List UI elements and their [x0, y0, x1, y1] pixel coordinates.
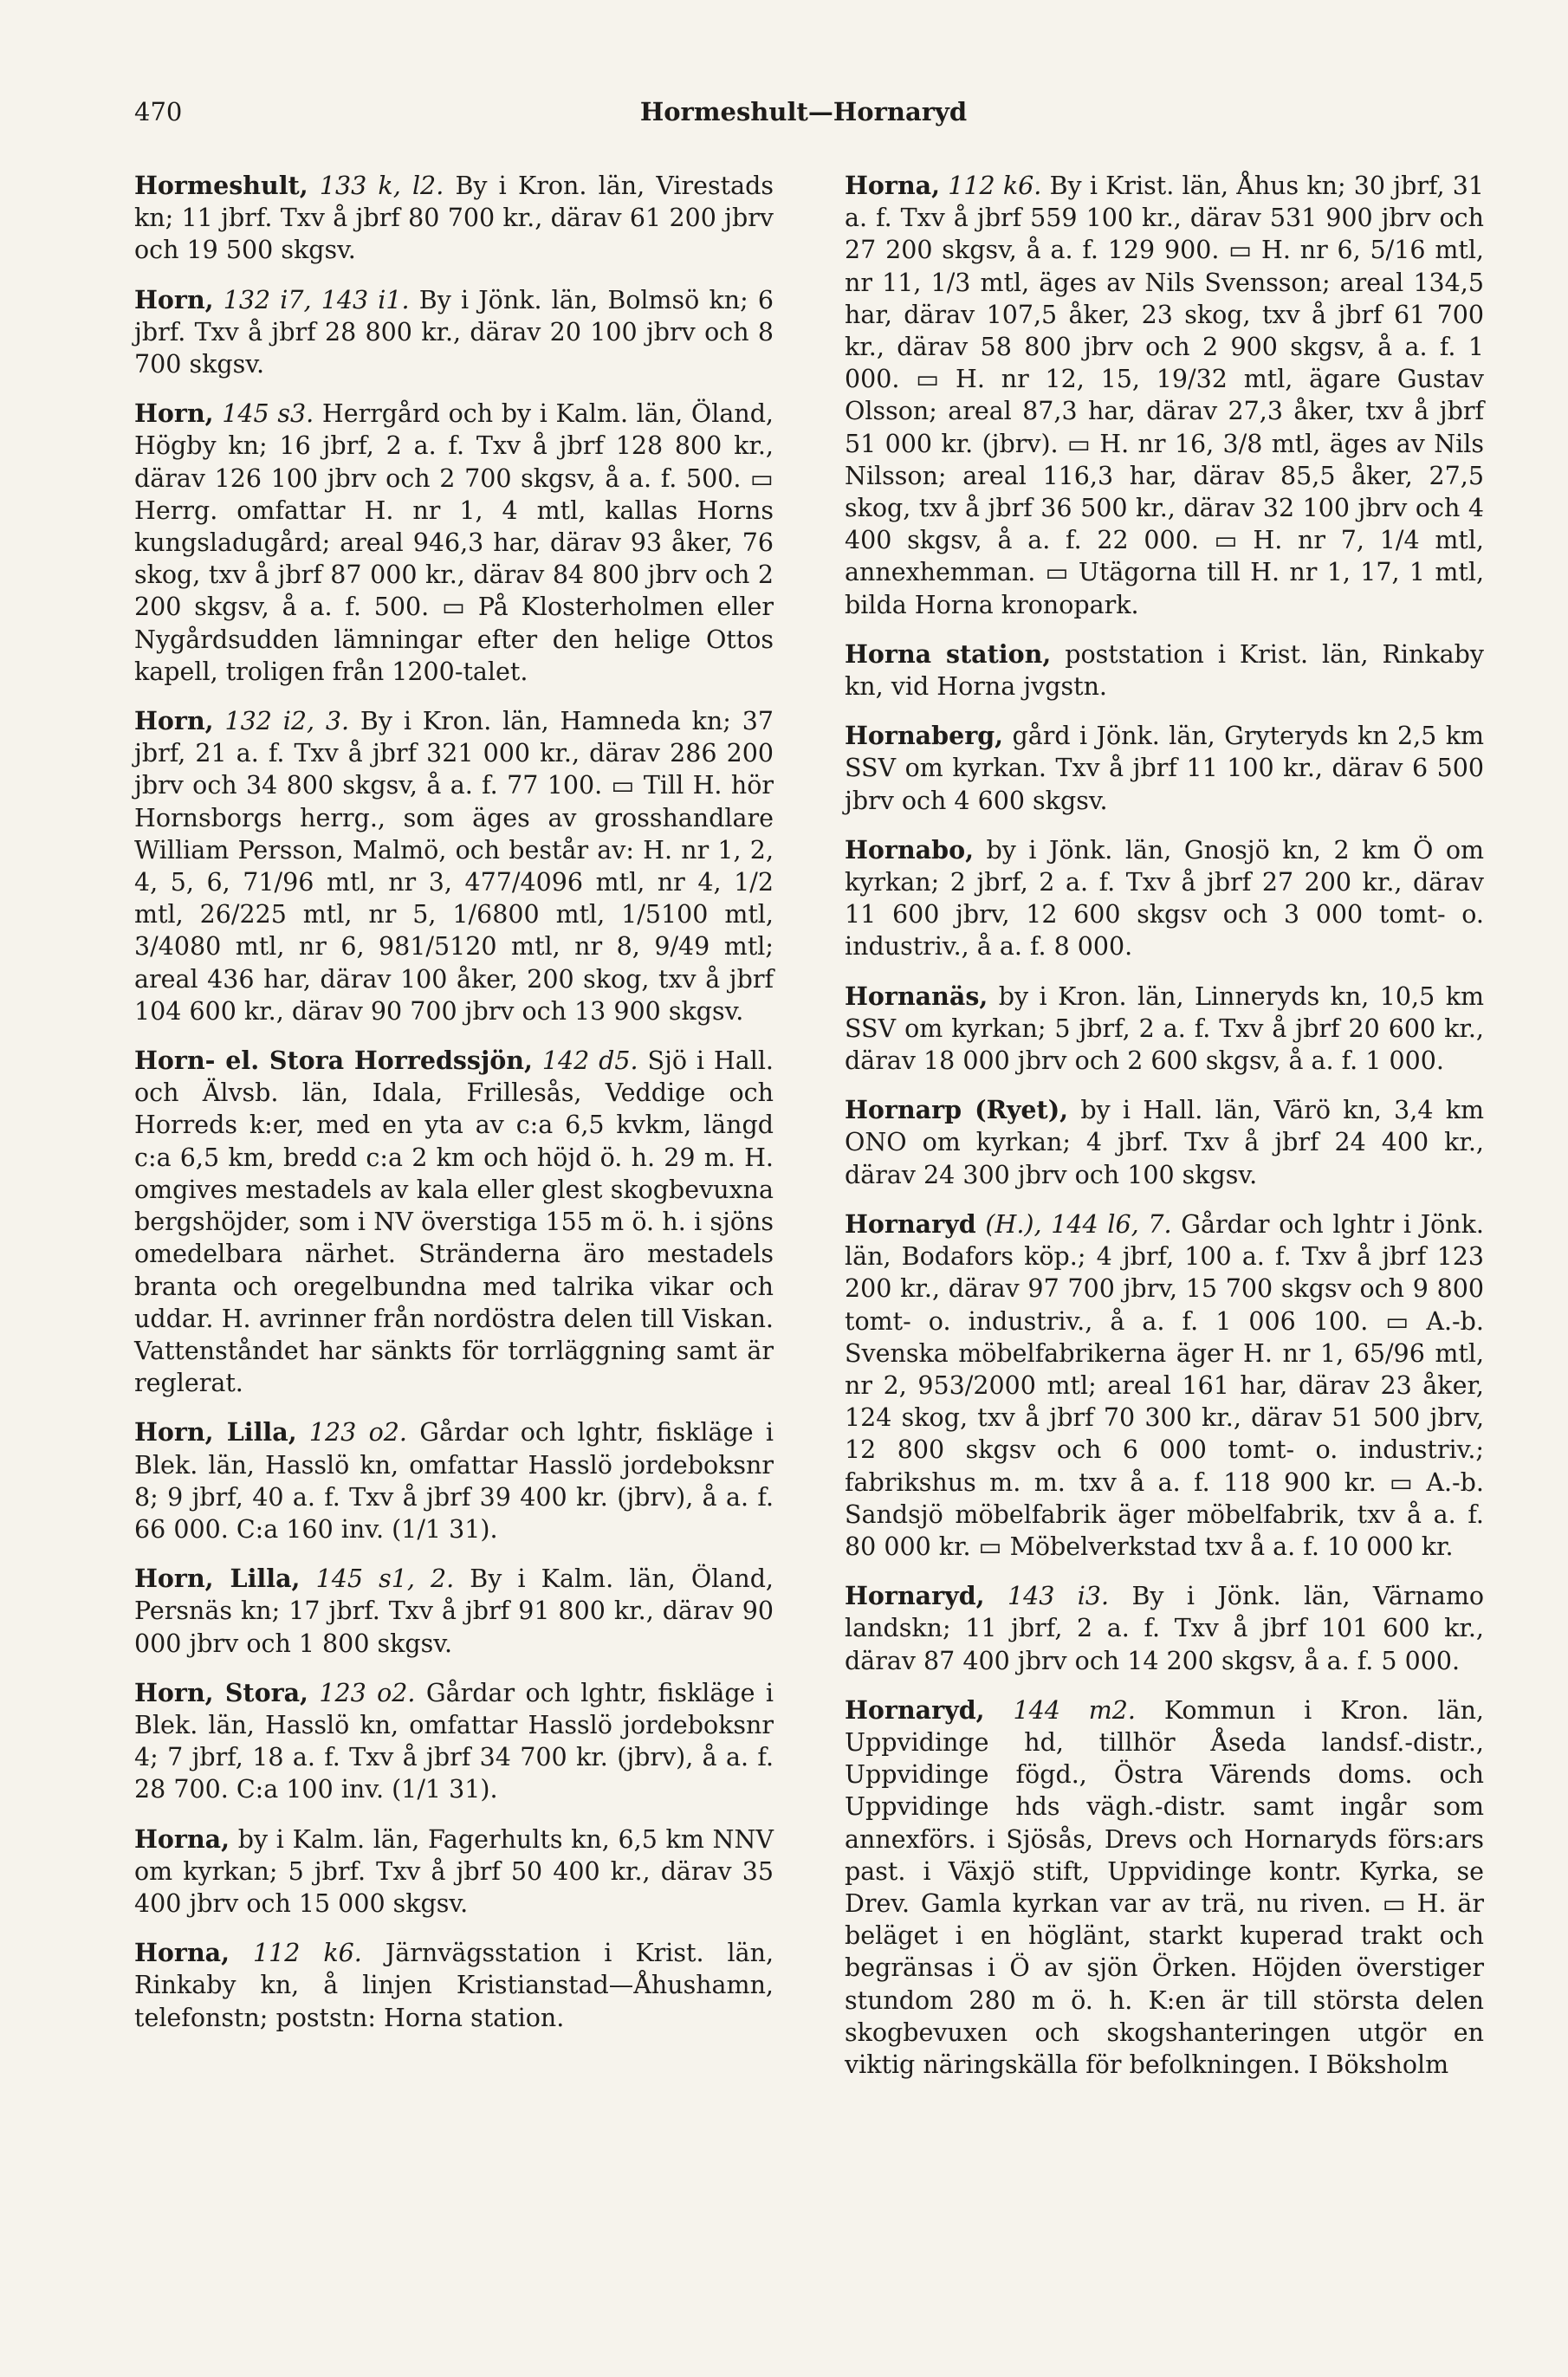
- entry: [134, 1416, 774, 1545]
- entry-text: By i Jönk. län, Bolmsö kn; 6 jbrf. Txv å jbrf 28 800 kr., därav 20 100 jbrv och 8 700 skgsv.: [134, 285, 774, 379]
- entry-headword: Horn, Lilla,: [134, 1564, 301, 1594]
- entry-ref: 112 k6.: [948, 172, 1042, 200]
- entry-ref: 133 k, l2.: [319, 172, 444, 200]
- left-column: [134, 170, 774, 2051]
- entry-headword: Hornabo,: [845, 834, 974, 865]
- entry-text: By i Kalm. län, Öland, Persnäs kn; 17 jbrf. Txv å jbrf 91 800 kr., därav 90 000 jbrv och 1 800 skgsv.: [134, 1564, 774, 1658]
- entry-ref: 143 i3.: [1007, 1582, 1110, 1611]
- entry-headword: Hornaryd: [845, 1208, 976, 1239]
- entry: [845, 1208, 1484, 1563]
- entry-text: Herrgård och by i Kalm. län, Öland, Högby kn; 16 jbrf, 2 a. f. Txv å jbrf 128 800 kr., därav 126 100 jbrv och 2 700 skgsv, å a. f. 500. ▭ Herrg. omfattar H. nr 1, 4 mtl, kallas Horns kungsladugård; areal 946,3 har, därav 93 åker, 76 skog, txv å jbrf 87 000 kr., därav 84 800 jbrv och 2 200 skgsv, å a. f. 500. ▭ På Klosterholmen eller Nygårdsudden lämningar efter den helige Ottos kapell, troligen från 1200-talet.: [134, 399, 774, 686]
- entry-text: Gårdar och lghtr i Jönk. län, Bodafors köp.; 4 jbrf, 100 a. f. Txv å jbrf 123 200 kr., därav 97 700 jbrv, 15 700 skgsv och 9 800 tomt- o. industriv., å a. f. 1 006 100. ▭ A.-b. Svenska möbelfabrikerna äger H. nr 1, 65/96 mtl, nr 2, 953/2000 mtl; areal 161 har, därav 23 åker, 124 skog, txv å jbrf 70 300 kr., därav 51 500 jbrv, 12 800 skgsv och 6 000 tomt- o. industriv.; fabrikshus m. m. txv å a. f. 118 900 kr. ▭ A.-b. Sandsjö möbelfabrik äger möbelfabrik, txv å a. f. 80 000 kr. ▭ Möbelverkstad txv å a. f. 10 000 kr.: [845, 1209, 1484, 1561]
- entry: [134, 1045, 774, 1399]
- entry: [134, 1563, 774, 1660]
- entry-text: poststation i Krist. län, Rinkaby kn, vid Horna jvgstn.: [845, 639, 1484, 702]
- entry-text: Sjö i Hall. och Älvsb. län, Idala, Frillesås, Veddige och Horreds k:er, med en yta av c:a 6,5 kvkm, längd c:a 6,5 km, bredd c:a 2 km och höjd ö. h. 29 m. H. omgives mestadels av kala eller glest skogbevuxna bergshöjder, som i NV överstiga 155 m ö. h. i sjöns omedelbara närhet. Stränderna äro mestadels branta och oregelbundna med talrika vikar och uddar. H. avrinner från nordöstra delen till Viskan. Vattenståndet har sänkts för torrläggning samt är reglerat.: [134, 1046, 774, 1398]
- entry-text: gård i Jönk. län, Gryteryds kn 2,5 km SSV om kyrkan. Txv å jbrf 11 100 kr., därav 6 500 jbrv och 4 600 skgsv.: [845, 722, 1485, 815]
- right-column: [845, 170, 1484, 2098]
- entry-ref: 144 m2.: [1013, 1695, 1136, 1725]
- entry-ref: 123 o2.: [319, 1678, 416, 1707]
- entry-text: By i Kron. län, Hamneda kn; 37 jbrf, 21 a. f. Txv å jbrf 321 000 kr., därav 286 200 jbrv och 34 800 skgsv, å a. f. 77 100. ▭ Till H. hör Hornsborgs herrg., som äges av grosshandlare William Persson, Malmö, och består av: H. nr 1, 2, 4, 5, 6, 71/96 mtl, nr 3, 477/4096 mtl, nr 4, 1/2 mtl, 26/225 mtl, nr 5, 1/6800 mtl, 1/5100 mtl, 3/4080 mtl, nr 6, 981/5120 mtl, nr 8, 9/49 mtl; areal 436 har, därav 100 åker, 200 skog, txv å jbrf 104 600 kr., därav 90 700 jbrv och 13 900 skgsv.: [134, 707, 774, 1026]
- entry-text: Kommun i Kron. län, Uppvidinge hd, tillhör Åseda landsf.-distr., Uppvidinge fögd., Östra Värends doms. och Uppvidinge hds vägh.-distr. samt ingår som annexförs. i Sjösås, Drevs och Hornaryds förs:ars past. i Växjö stift, Uppvidinge kontr. Kyrka, se Drev. Gamla kyrkan var av trä, nu riven. ▭ H. är beläget i en höglänt, starkt kuperad trakt och begränsas i Ö av sjön Örken. Höjden överstiger stundom 280 m ö. h. K:en är till största delen skogbevuxen och skogshanteringen utgör en viktig näringskälla för befolkningen. I Böksholm: [845, 1695, 1484, 2079]
- entry-text: by i Jönk. län, Gnosjö kn, 2 km Ö om kyrkan; 2 jbrf, 2 a. f. Txv å jbrf 27 200 kr., därav 11 600 jbrv, 12 600 skgsv och 3 000 tomt- o. industriv., å a. f. 8 000.: [845, 835, 1485, 962]
- entry-ref: 132 i2, 3.: [224, 707, 350, 736]
- entry: [845, 170, 1484, 621]
- entry: [134, 284, 774, 381]
- entry-headword: Horna,: [134, 1823, 230, 1854]
- entry-headword: Horn,: [134, 284, 214, 314]
- entry-ref: (H.), 144 l6, 7.: [985, 1209, 1172, 1239]
- entry-text: by i Kron. län, Linneryds kn, 10,5 km SSV om kyrkan; 5 jbrf, 2 a. f. Txv å jbrf 20 600 kr., därav 18 000 jbrv och 2 600 skgsv, å a. f. 1 000.: [845, 981, 1484, 1076]
- entry-headword: Horn, Lilla,: [134, 1417, 297, 1448]
- entry-headword: Horna,: [845, 171, 941, 200]
- entry: [134, 170, 774, 267]
- entry-text: By i Kron. län, Virestads kn; 11 jbrf. Txv å jbrf 80 700 kr., därav 61 200 jbrv och 19 500 skgsv.: [134, 172, 774, 265]
- entry-text: Järnvägsstation i Krist. län, Rinkaby kn, å linjen Kristianstad—Åhushamn, telefonstn; poststn: Horna station.: [134, 1939, 774, 2032]
- entry-ref: 123 o2.: [308, 1418, 407, 1448]
- entry-headword: Horn, Stora,: [134, 1677, 308, 1707]
- entry-headword: Hormeshult,: [134, 171, 308, 200]
- entry-ref: 112 k6.: [253, 1939, 362, 1968]
- entry-ref: 132 i7, 143 i1.: [223, 285, 410, 314]
- entry-headword: Horna station,: [845, 638, 1052, 669]
- running-title: Hormeshult—Hornaryd: [639, 97, 968, 126]
- entry-ref: 145 s3.: [222, 399, 314, 429]
- entry-text: By i Krist. län, Åhus kn; 30 jbrf, 31 a. f. Txv å jbrf 559 100 kr., därav 531 900 jbrv och 27 200 skgsv, å a. f. 129 900. ▭ H. nr 6, 5/16 mtl, nr 11, 1/3 mtl, äges av Nils Svensson; areal 134,5 har, därav 107,5 åker, 23 skog, txv å jbrf 61 700 kr., därav 58 800 jbrv och 2 900 skgsv, å a. f. 1 000. ▭ H. nr 12, 15, 19/32 mtl, ägare Gustav Olsson; areal 87,3 har, därav 27,3 åker, txv å jbrf 51 000 kr. (jbrv). ▭ H. nr 16, 3/8 mtl, äges av Nils Nilsson; areal 116,3 har, därav 85,5 åker, 27,5 skog, txv å jbrf 36 500 kr., därav 32 100 jbrv och 4 400 skgsv, å a. f. 22 000. ▭ H. nr 7, 1/4 mtl, annexhemman. ▭ Utägorna till H. nr 1, 17, 1 mtl, bilda Horna kronopark.: [845, 172, 1485, 619]
- page-header: [134, 97, 1473, 135]
- entry-ref: 145 s1, 2.: [315, 1564, 455, 1594]
- entry-headword: Hornaryd,: [845, 1581, 985, 1611]
- entry: [845, 638, 1484, 703]
- entry-headword: Horn,: [134, 706, 214, 736]
- entry-headword: Horn- el. Stora Horredssjön,: [134, 1046, 533, 1076]
- entry: [845, 720, 1484, 817]
- entry: [134, 705, 774, 1027]
- entry-text: by i Kalm. län, Fagerhults kn, 6,5 km NNV om kyrkan; 5 jbrf. Txv å jbrf 50 400 kr., därav 35 400 jbrv och 15 000 skgsv.: [134, 1824, 774, 1918]
- entry-headword: Horn,: [134, 398, 214, 429]
- entry: [845, 834, 1484, 963]
- entry: [134, 1677, 774, 1806]
- entry: [845, 1094, 1484, 1191]
- entry-text: By i Jönk. län, Värnamo landskn; 11 jbrf, 2 a. f. Txv å jbrf 101 600 kr., därav 87 400 jbrv och 14 200 skgsv, å a. f. 5 000.: [845, 1582, 1485, 1675]
- entry-text: by i Hall. län, Värö kn, 3,4 km ONO om kyrkan; 4 jbrf. Txv å jbrf 24 400 kr., därav 24 300 jbrv och 100 skgsv.: [845, 1096, 1485, 1189]
- entry-ref: 142 d5.: [541, 1046, 638, 1076]
- entry-text: Gårdar och lghtr, fiskläge i Blek. län, Hasslö kn, omfattar Hasslö jordeboksnr 8; 9 jbrf, 40 a. f. Txv å jbrf 39 400 kr. (jbrv), å a. f. 66 000. C:a 160 inv. (1/1 31).: [134, 1418, 774, 1544]
- entry-headword: Hornaberg,: [845, 721, 1004, 751]
- entry-text: Gårdar och lghtr, fiskläge i Blek. län, Hasslö kn, omfattar Hasslö jordeboksnr 4; 7 jbrf, 18 a. f. Txv å jbrf 34 700 kr. (jbrv), å a. f. 28 700. C:a 100 inv. (1/1 31).: [134, 1678, 774, 1804]
- entry-headword: Hornarp (Ryet),: [845, 1095, 1069, 1125]
- entry: [134, 398, 774, 688]
- page-number: 470: [134, 97, 183, 126]
- entry-headword: Horna,: [134, 1938, 230, 1968]
- entry-headword: Hornanäs,: [845, 981, 988, 1011]
- entry: [845, 1694, 1484, 2081]
- entry: [845, 981, 1484, 1078]
- entry: [845, 1580, 1484, 1677]
- entry: [134, 1937, 774, 2034]
- entry-headword: Hornaryd,: [845, 1694, 985, 1725]
- entry: [134, 1823, 774, 1920]
